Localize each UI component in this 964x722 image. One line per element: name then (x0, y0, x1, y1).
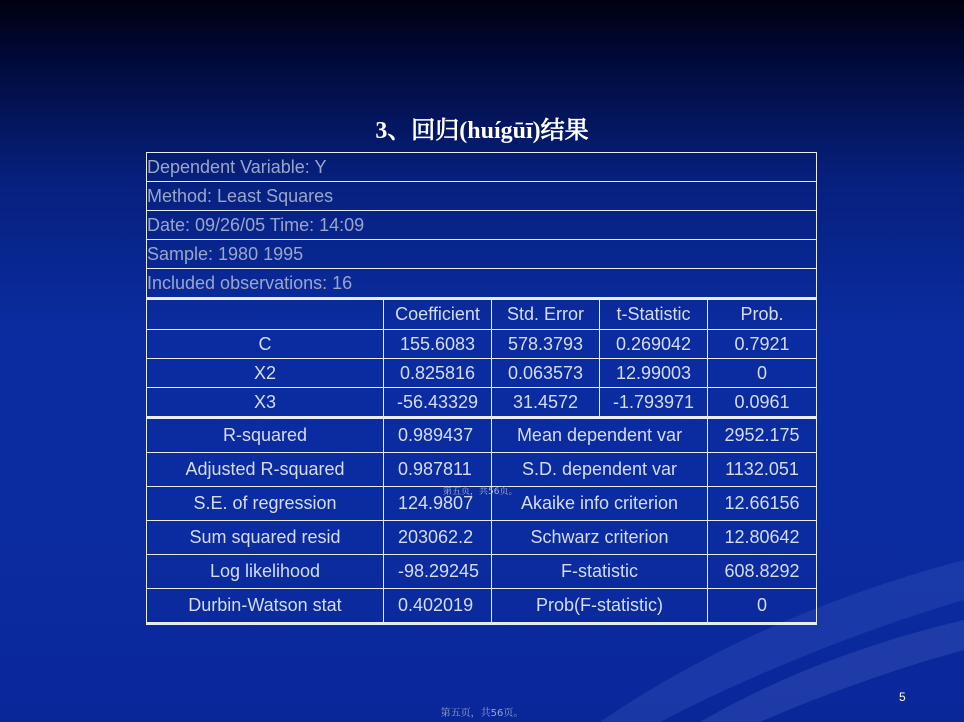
coef-std-error: 0.063573 (492, 359, 600, 388)
stat-label: Akaike info criterion (492, 487, 708, 521)
header-row (147, 211, 817, 240)
header-observations: Included observations: 16 (147, 269, 817, 299)
stat-value: 0 (708, 589, 817, 624)
coef-value: -56.43329 (384, 388, 492, 418)
stat-value: -98.29245 (384, 555, 492, 589)
header-row (147, 182, 817, 211)
coef-header-row (147, 299, 817, 330)
coef-row (147, 388, 817, 418)
coef-std-error: 578.3793 (492, 330, 600, 359)
stat-value: 12.66156 (708, 487, 817, 521)
stat-row (147, 453, 817, 487)
coef-prob: 0.0961 (708, 388, 817, 418)
header-row (147, 240, 817, 269)
header-dependent-variable: Dependent Variable: Y (147, 153, 817, 182)
coef-t-statistic: 12.99003 (600, 359, 708, 388)
coef-value: 155.6083 (384, 330, 492, 359)
stat-value: 203062.2 (384, 521, 492, 555)
stat-label: Sum squared resid (147, 521, 384, 555)
stat-label: S.E. of regression (147, 487, 384, 521)
stat-value: 0.987811 (384, 453, 492, 487)
coef-value: 0.825816 (384, 359, 492, 388)
coef-variable: X2 (147, 359, 384, 388)
coef-variable: X3 (147, 388, 384, 418)
stat-value: 608.8292 (708, 555, 817, 589)
stat-value: 124.9807 (384, 487, 492, 521)
coef-header-blank (147, 299, 384, 330)
stat-label: Mean dependent var (492, 418, 708, 453)
coef-row (147, 359, 817, 388)
stat-label: Prob(F-statistic) (492, 589, 708, 624)
coef-header-coefficient: Coefficient (384, 299, 492, 330)
stat-label: Adjusted R-squared (147, 453, 384, 487)
stat-label: F-statistic (492, 555, 708, 589)
regression-output-table (146, 152, 817, 625)
header-method: Method: Least Squares (147, 182, 817, 211)
stat-row (147, 555, 817, 589)
stat-value: 0.402019 (384, 589, 492, 624)
coef-header-std-error: Std. Error (492, 299, 600, 330)
stat-label: Schwarz criterion (492, 521, 708, 555)
coef-header-prob: Prob. (708, 299, 817, 330)
stat-label: Durbin-Watson stat (147, 589, 384, 624)
coef-prob: 0 (708, 359, 817, 388)
coef-t-statistic: 0.269042 (600, 330, 708, 359)
page-number: 5 (899, 690, 906, 704)
footer-text: 第五页，共56页。 (440, 708, 524, 719)
coef-t-statistic: -1.793971 (600, 388, 708, 418)
stat-value: 2952.175 (708, 418, 817, 453)
stat-row (147, 521, 817, 555)
stat-label: Log likelihood (147, 555, 384, 589)
stat-row (147, 589, 817, 624)
slide-title: 3、回归(huígūī)结果 (375, 118, 589, 144)
header-row (147, 153, 817, 182)
coef-prob: 0.7921 (708, 330, 817, 359)
stat-row (147, 418, 817, 453)
coef-header-t-statistic: t-Statistic (600, 299, 708, 330)
watermark-text: 第五页，共56页。 (443, 487, 518, 497)
stat-label: S.D. dependent var (492, 453, 708, 487)
stat-value: 0.989437 (384, 418, 492, 453)
coef-std-error: 31.4572 (492, 388, 600, 418)
coef-row (147, 330, 817, 359)
header-sample: Sample: 1980 1995 (147, 240, 817, 269)
stat-value: 1132.051 (708, 453, 817, 487)
coef-variable: C (147, 330, 384, 359)
header-row (147, 269, 817, 299)
stat-value: 12.80642 (708, 521, 817, 555)
stat-label: R-squared (147, 418, 384, 453)
header-date-time: Date: 09/26/05 Time: 14:09 (147, 211, 817, 240)
